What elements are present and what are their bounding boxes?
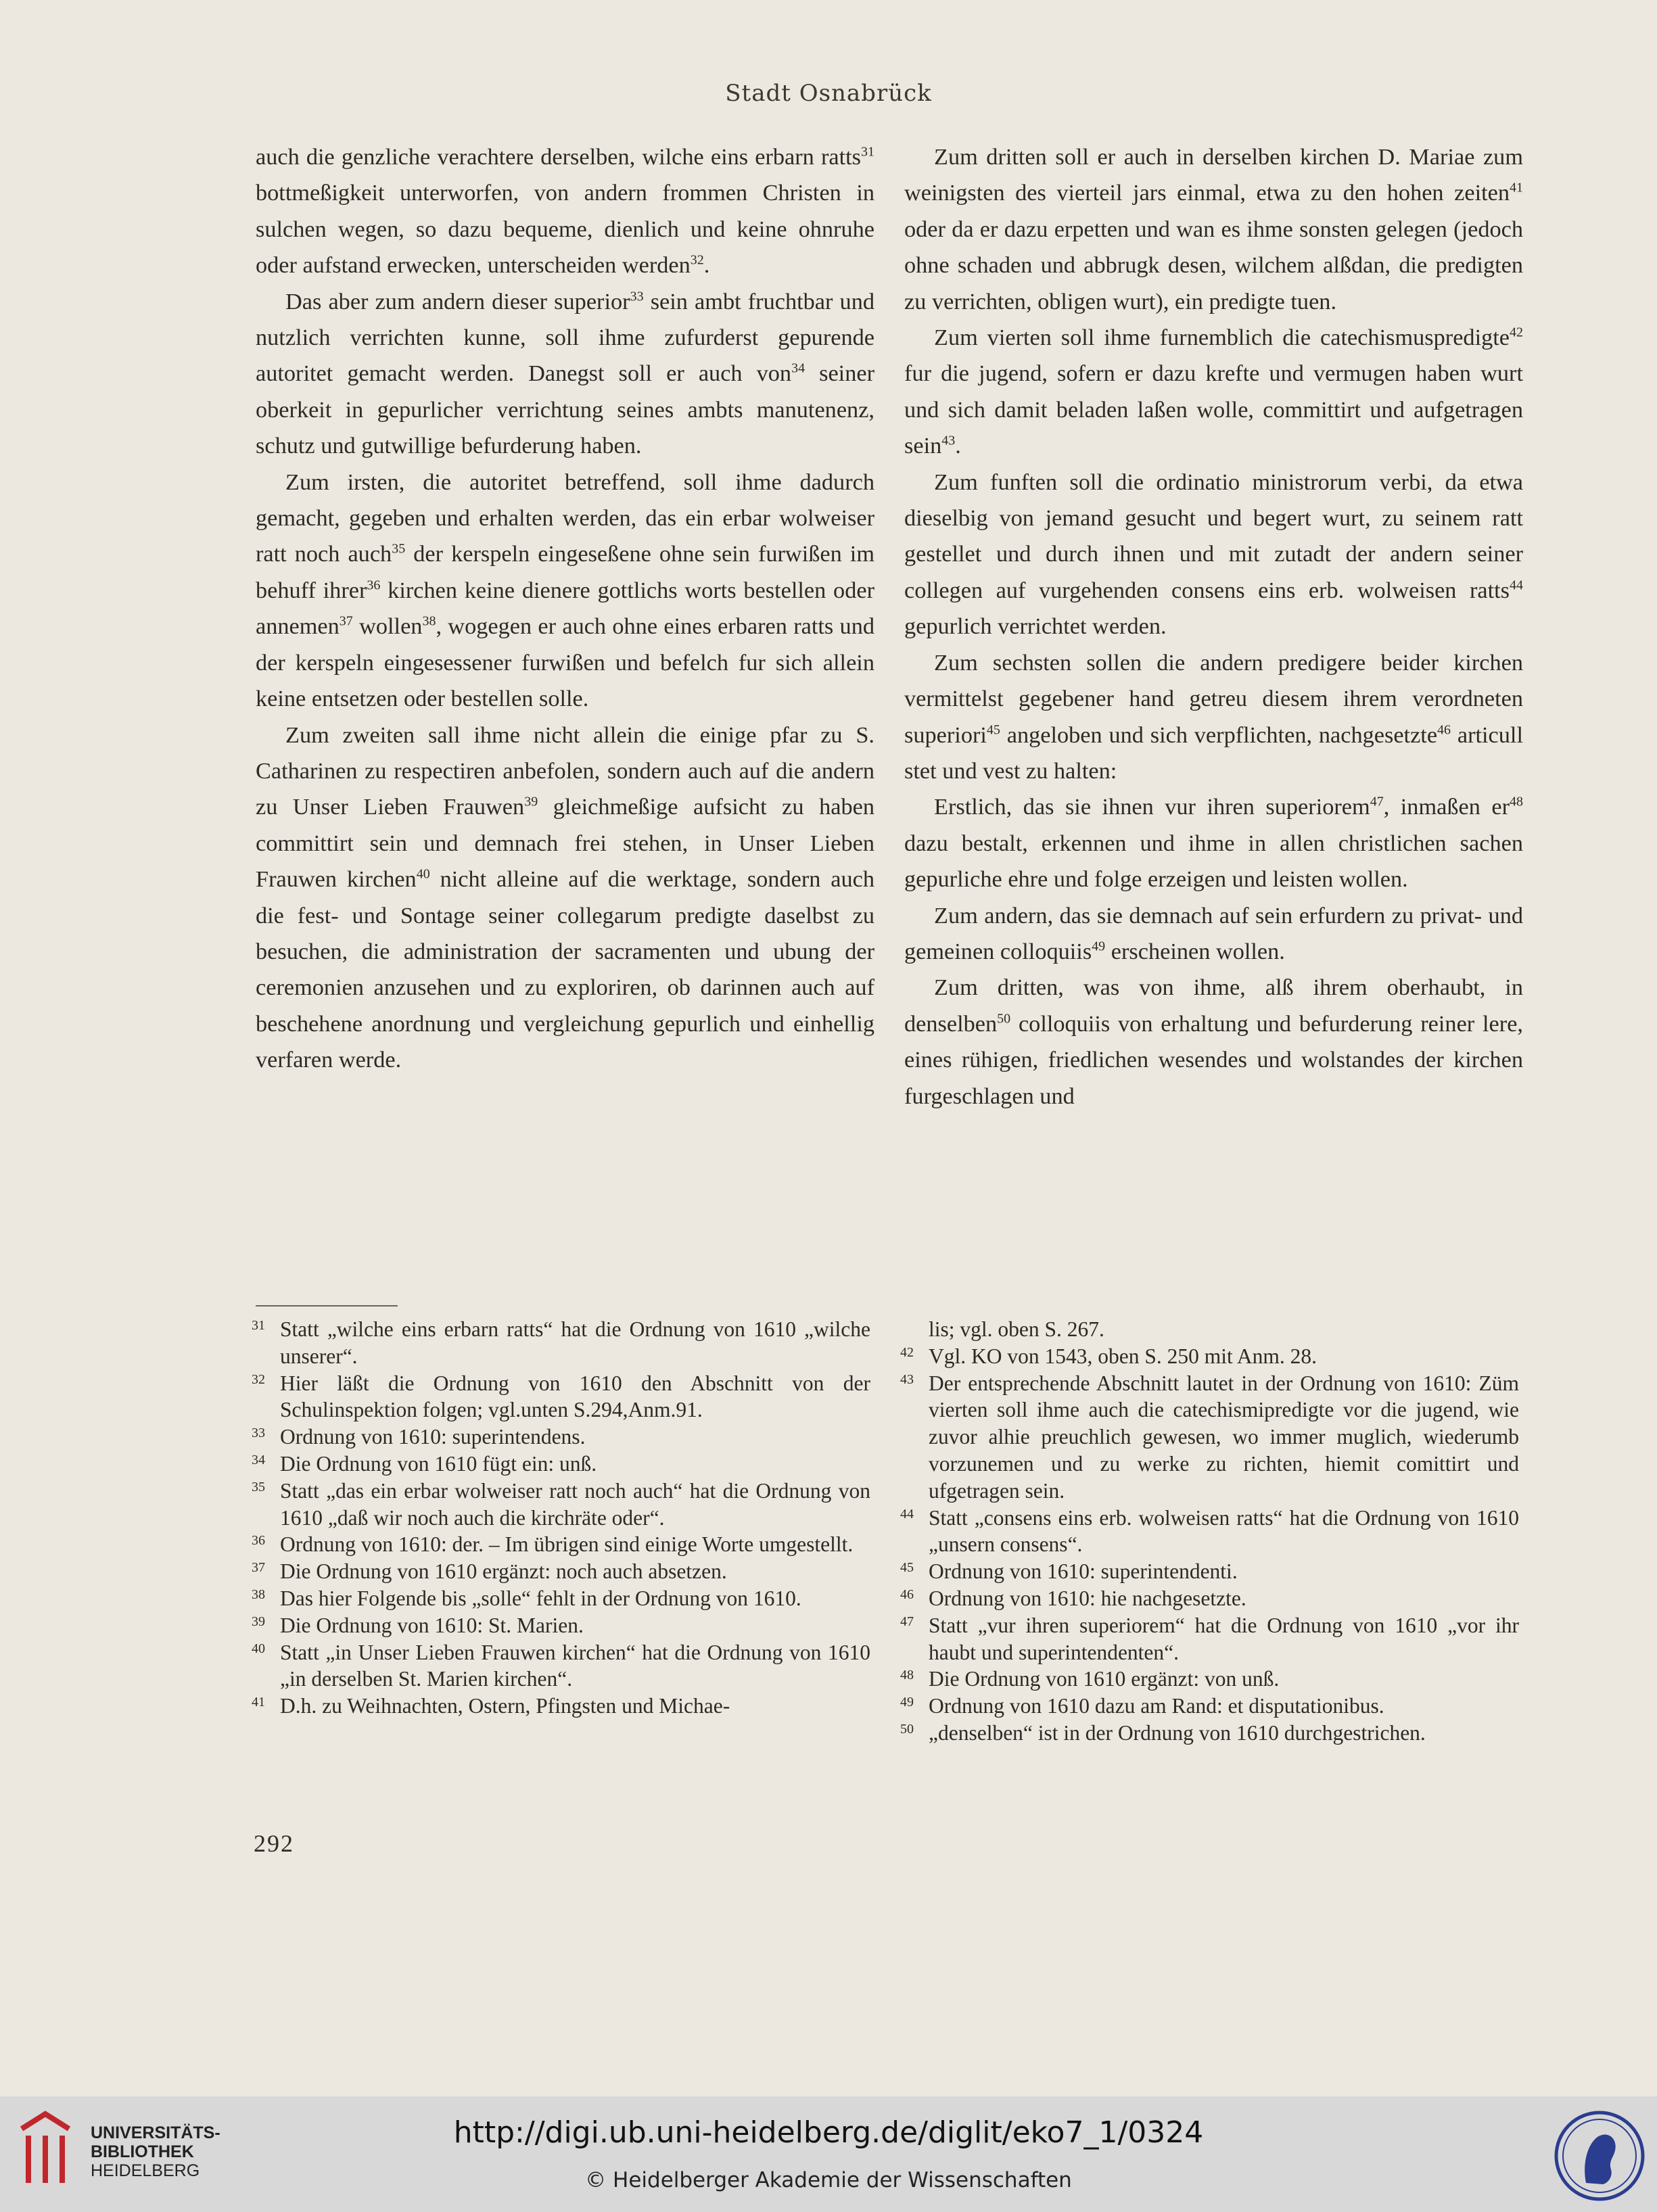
footnote-text: Das hier Folgende bis „solle“ fehlt in der Ordnung von 1610. [280, 1586, 801, 1610]
footnote [900, 1343, 1519, 1370]
footnote [252, 1370, 870, 1424]
paragraph: auch die genzliche verachtere derselben, wilche eins erbarn ratts$^{31}$ bottmeßigkeit unterworfen, von andern frommen Christen in sulchen wegen, so dazu bequeme, dienlich und keine ohnruhe oder aufstand erwecken, unterscheiden werden$^{32}$. [256, 144, 874, 279]
footnote-number: 49 [900, 1695, 914, 1710]
footnote-reference[interactable]: 41 [1510, 180, 1523, 195]
footnote [900, 1612, 1519, 1666]
footnote [252, 1478, 870, 1532]
footnote-text: Die Ordnung von 1610 fügt ein: unß. [280, 1451, 597, 1476]
paragraph: Zum sechsten sollen die andern predigere beider kirchen vermittelst gegebener hand getreu diesem ihrem verordneten superiori$^{45}$ angeloben und sich verpflichten, nachgesetzte$^{46}$ articull stet und vest zu halten: [904, 649, 1523, 784]
footnote-number: 44 [900, 1506, 914, 1522]
copyright-notice: © Heidelberger Akademie der Wissenschaften [585, 2168, 1072, 2192]
footnote-text: Vgl. KO von 1543, oben S. 250 mit Anm. 28. [929, 1344, 1317, 1368]
logo-line-2: BIBLIOTHEK [91, 2142, 194, 2161]
footnote-reference[interactable]: 48 [1510, 794, 1524, 809]
footnote-number: 48 [900, 1668, 914, 1683]
footnote [252, 1558, 870, 1585]
footnote-number: 39 [252, 1614, 265, 1629]
footnote-text: Die Ordnung von 1610: St. Marien. [280, 1613, 584, 1637]
footnote-text: Die Ordnung von 1610 ergänzt: von unß. [929, 1667, 1280, 1691]
footnote-text: Statt „vur ihren superiorem“ hat die Ordnung von 1610 „vor ihr haubt und superintendenten“. [929, 1613, 1519, 1664]
footnote-number: 46 [900, 1586, 914, 1602]
footnote [900, 1585, 1519, 1612]
footnote-text: Die Ordnung von 1610 ergänzt: noch auch absetzen. [280, 1559, 727, 1584]
paragraph: Erstlich, das sie ihnen vur ihren superiorem$^{47}$, inmaßen $er^{48}$ dazu bestalt, erkennen und ihme in allen christlichen sachen gepurliche ehre und folge erzeigen und leisten wollen. [904, 794, 1524, 893]
paragraph: Zum funften soll die ordinatio ministrorum verbi, da etwa dieselbig von jemand gesucht und begert wurt, zu seinem ratt gestellet und durch ihnen und mit zutadt der andern seiner collegen auf vurgehenden consens eins erb. wolweisen ratts$^{44}$ gepurlich verrichtet werden. [904, 469, 1523, 640]
footnote-number: 47 [900, 1614, 914, 1629]
footnote-reference[interactable]: 43 [941, 433, 956, 448]
footnote-text: Ordnung von 1610: superintendens. [280, 1425, 586, 1449]
footnote-text: D.h. zu Weihnachten, Ostern, Pfingsten und Michae- [280, 1694, 730, 1718]
footnote-text: Statt „consens eins erb. wolweisen ratts“ hat die Ordnung von 1610 „unsern consens“. [929, 1505, 1519, 1557]
paragraph: Zum vierten soll ihme furnemblich die catechismuspredigte$^{42}$ fur die jugend, sofern er dazu krefte und vermugen haben wurt und sich damit beladen laßen wolle, committirt und aufgetragen sein$^{43}$. [904, 325, 1523, 459]
footnote-reference[interactable]: 38 [422, 613, 436, 629]
footnote [900, 1316, 1519, 1343]
footnote-text: Statt „in Unser Lieben Frauwen kirchen“ hat die Ordnung von 1610 „in derselben St. Marien kirchen“. [280, 1640, 870, 1691]
footnote [252, 1531, 870, 1558]
logo-line-3: HEIDELBERG [91, 2161, 200, 2180]
footnote-text: Hier läßt die Ordnung von 1610 den Abschnitt von der Schulinspektion folgen; vgl.unten S.294,Anm.91. [280, 1371, 870, 1422]
footnote-text: Ordnung von 1610: superintendenti. [929, 1559, 1238, 1584]
footnote [252, 1585, 870, 1612]
footnote-text: Ordnung von 1610: hie nachgesetzte. [929, 1586, 1246, 1610]
permalink-url[interactable]: http://digi.ub.uni-heidelberg.de/diglit/eko7_1/0324 [453, 2115, 1204, 2150]
footnote-text: „denselben“ ist in der Ordnung von 1610 durchgestrichen. [929, 1720, 1426, 1745]
footer-bar [0, 2096, 1657, 2212]
footnote-number: 50 [900, 1721, 914, 1737]
academy-seal-icon [1549, 2109, 1650, 2203]
footnote-reference[interactable]: 36 [367, 578, 381, 593]
paragraph: Zum dritten soll er auch in derselben kirchen D. Mariae zum weinigsten des vierteil jars einmal, etwa zu den hohen zeiten$^{41}$ oder da er dazu erpetten und wan es ihme sonsten gelegen (jedoch ohne schaden und abbrugk desen, wilchem alßdan, die predigten zu verrichten, obligen wurt), ein predigte tuen. [904, 144, 1523, 314]
footnote-reference[interactable]: 42 [1510, 325, 1523, 340]
running-head: Stadt Osnabrück [725, 80, 932, 107]
footnote [252, 1423, 870, 1451]
page-number: 292 [254, 1830, 294, 1857]
footnote-number: 42 [900, 1344, 914, 1360]
footnote-number: 40 [252, 1641, 265, 1656]
footnote [252, 1316, 870, 1370]
footnote-reference[interactable]: 37 [339, 613, 353, 629]
footnote-reference[interactable]: 47 [1370, 794, 1384, 809]
footnote [900, 1693, 1519, 1720]
logo-line-1: UNIVERSITÄTS- [91, 2123, 220, 2142]
footnote [252, 1451, 870, 1478]
footnote-number: 32 [252, 1371, 265, 1387]
body-column-left [256, 139, 874, 1079]
paragraph: Zum andern, das sie demnach auf sein erfurdern zu privat- und gemeinen colloquiis$^{49}$ erscheinen wollen. [904, 902, 1523, 964]
footnote-number: 35 [252, 1479, 265, 1495]
footnote-reference[interactable]: 49 [1092, 939, 1106, 954]
body-column-right [904, 139, 1523, 1114]
footnote-text: Ordnung von 1610: der. – Im übrigen sind einige Worte umgestellt. [280, 1532, 854, 1557]
footnote-reference[interactable]: 34 [791, 361, 806, 377]
paragraph: Zum zweiten sall ihme nicht allein die einige pfar zu S. Catharinen zu respectiren anbefolen, sondern auch auf die andern zu Unser Lieben Frauwen$^{39}$ gleichmeßige aufsicht zu haben committirt sein und demnach frei stehen, in Unser Lieben Frauwen kirchen$^{40}$ nicht alleine auf die werktage, sondern auch die fest- und Sontage seiner collegarum predigte daselbst zu besuchen, die administration der sacramenten und ubung der ceremonien anzusehen und zu exploriren, ob darinnen auch auf beschehene anordnung und vergleichung gepurlich und einhellig verfaren werde. [256, 722, 875, 1073]
footnote [252, 1612, 870, 1639]
footnote-number: 36 [252, 1533, 265, 1549]
footnote [900, 1558, 1519, 1585]
footnote-reference[interactable]: 32 [690, 252, 704, 268]
footnote-number: 41 [252, 1695, 265, 1710]
footnote-text: lis; vgl. oben S. 267. [929, 1317, 1104, 1341]
footnote-number: 43 [900, 1371, 914, 1387]
footnote-reference[interactable]: 50 [997, 1011, 1011, 1027]
footnote-rule [256, 1305, 398, 1307]
footnote [900, 1505, 1519, 1559]
footnote-text: Statt „wilche eins erbarn ratts“ hat die Ordnung von 1610 „wilche unserer“. [280, 1317, 870, 1368]
footnote-reference[interactable]: 31 [861, 144, 874, 160]
footnote-reference[interactable]: 35 [392, 542, 406, 557]
footnote-number: 45 [900, 1560, 914, 1576]
paragraph: Zum dritten, was von ihme, alß ihrem oberhaubt, in denselben$^{50}$ colloquiis von erhaltung und befurderung reiner lere, eines rühigen, friedlichen wesendes und wolstandes der kirchen furgeschlagen und [904, 974, 1523, 1109]
footnote-reference[interactable]: 46 [1437, 722, 1451, 738]
footnote-number: 33 [252, 1426, 265, 1441]
paragraph: Zum irsten, die autoritet betreffend, soll ihme dadurch gemacht, gegeben und erhalten werden, das ein erbar wolweiser ratt noch auch$^{35}$ der kerspeln eingeseßene ohne sein furwißen im behuff ihrer$^{36}$ kirchen keine dienere gottlichs worts bestellen oder annemen$^{37}$ wollen$^{38}$, wogegen er auch ohne eines erbaren ratts und der kerspeln eingesessener furwißen und befelch fur sich allein keine entsetzen oder bestellen solle. [256, 469, 874, 712]
footnote-reference[interactable]: 39 [524, 794, 538, 809]
footnote [900, 1720, 1519, 1747]
footnote-reference[interactable]: 40 [416, 866, 430, 882]
footnotes-left [252, 1316, 870, 1720]
footnote-number: 31 [252, 1318, 265, 1333]
footnote [252, 1639, 870, 1693]
footnotes-right [900, 1316, 1519, 1747]
footnote-text: Ordnung von 1610 dazu am Rand: et disputationibus. [929, 1694, 1384, 1718]
footnote-number: 37 [252, 1560, 265, 1576]
footnote-reference[interactable]: 45 [986, 722, 1000, 738]
footnote-reference[interactable]: 44 [1510, 578, 1523, 593]
paragraph: Das aber zum andern dieser superior$^{33}$ sein ambt fruchtbar und nutzlich verrichten kunne, soll ihme zufurderst gepurende autoritet gemacht werden. Danegst soll er auch von$^{34}$ seiner oberkeit in gepurlicher verrichtung seines ambts manutenenz, schutz und gutwillige befurderung haben. [256, 288, 874, 459]
footnote-text: Statt „das ein erbar wolweiser ratt noch auch“ hat die Ordnung von 1610 „daß wir noch auch die kirchräte oder“. [280, 1478, 870, 1530]
footnote [900, 1370, 1519, 1505]
footnote-number: 34 [252, 1452, 265, 1467]
footnote-text: Der entsprechende Abschnitt lautet in der Ordnung von 1610: Züm vierten soll ihme auch die catechismipredigte vor die jugend, wie zuvor alhie preuchlich gewesen, wo immer muglich, wiederumb vorzunemen und zu werke zu richten, hiemit comittirt und ufgetragen sein. [929, 1371, 1519, 1503]
footnote [252, 1693, 870, 1720]
footnote-number: 38 [252, 1586, 265, 1602]
footnote [900, 1666, 1519, 1693]
footnote-reference[interactable]: 33 [630, 289, 644, 304]
